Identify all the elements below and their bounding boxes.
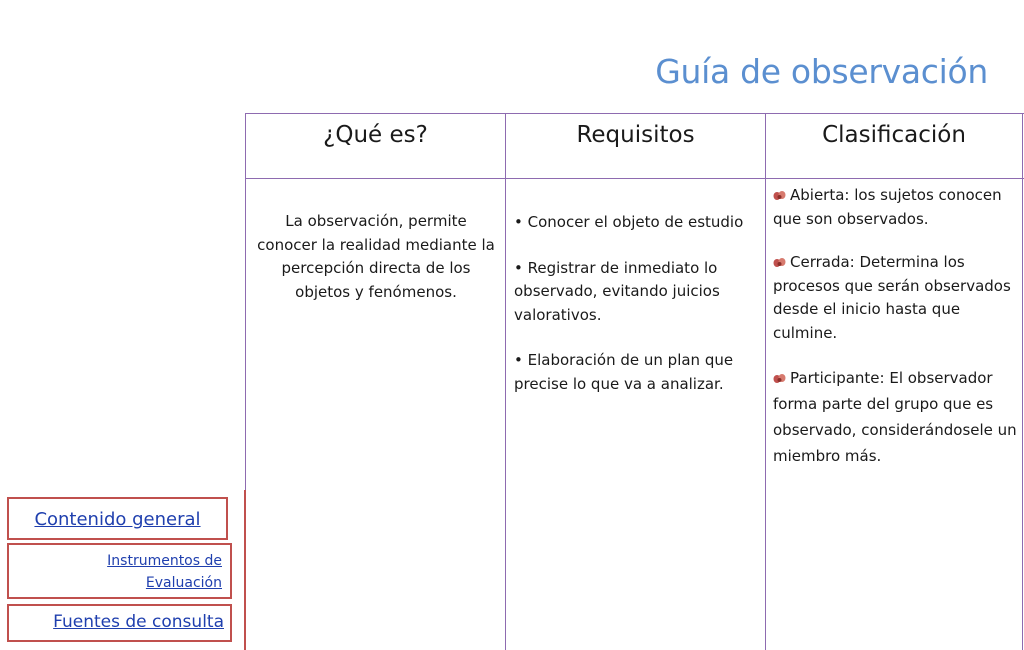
fuentes-consulta-button[interactable] [7,604,232,642]
fuentes-consulta-link[interactable]: Fuentes de consulta [53,612,224,632]
clasificacion-abierta: Abierta: los sujetos conocen que son observados. [773,186,1002,228]
table-col-divider-2 [765,113,766,650]
list-item [773,184,1019,231]
list-item [773,365,1019,469]
flower-bullet-icon [773,366,786,377]
header-requisitos: Requisitos [576,122,695,148]
requisitos-list [514,211,758,407]
contenido-general-link[interactable]: Contenido general [34,509,201,530]
clasificacion-list [773,184,1019,480]
list-item: • Elaboración de un plan que precise lo que va a analizar. [514,351,734,393]
clasificacion-participante: Participante: El observador forma parte del grupo que es observado, considerándosele un miembro más. [773,369,1017,465]
instrumentos-link[interactable]: Instrumentos de Evaluación [107,553,222,591]
page-title: Guía de observación [655,52,988,91]
header-que-es: ¿Qué es? [323,122,428,148]
contenido-general-button[interactable] [7,497,228,540]
instrumentos-button[interactable] [7,543,232,599]
list-item [773,251,1019,345]
flower-bullet-icon [773,185,786,196]
clasificacion-cerrada: Cerrada: Determina los procesos que serán observados desde el inicio hasta que culmine. [773,253,1011,342]
flower-bullet-icon [773,252,786,263]
header-clasificacion: Clasificación [822,122,966,148]
list-item: • Registrar de inmediato lo observado, evitando juicios valorativos. [514,258,720,324]
what-is-text: La observación, permite conocer la realidad mediante la percepción directa de los objetos y fenómenos. [257,212,495,301]
table-top-border [245,113,1024,114]
table-right-border [1022,113,1023,650]
list-item: • Conocer el objeto de estudio [514,213,744,231]
table-header-divider [245,178,1024,179]
table-col-divider-1 [505,113,506,650]
nav-divider [244,490,246,650]
